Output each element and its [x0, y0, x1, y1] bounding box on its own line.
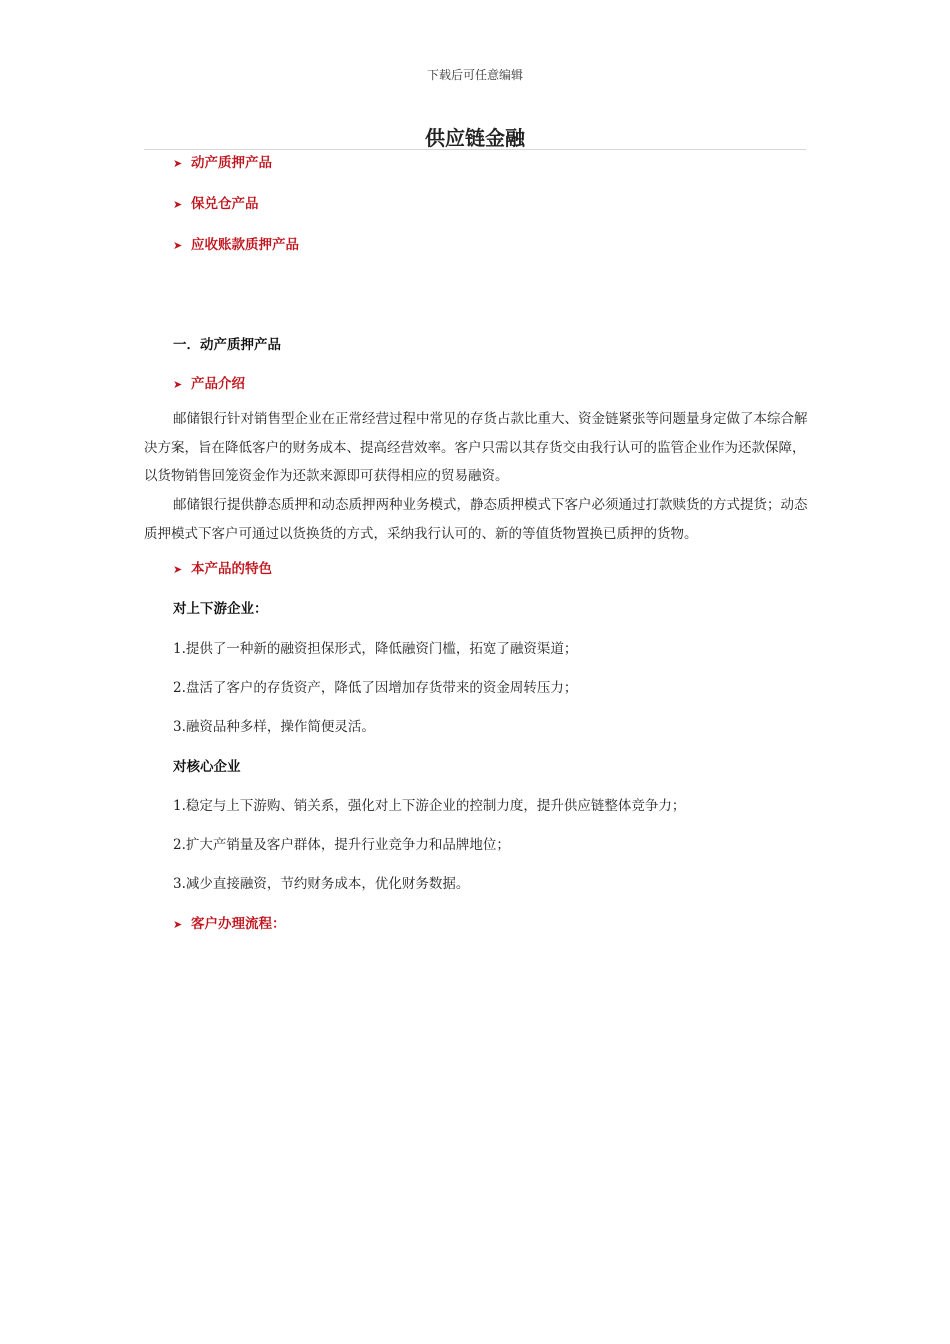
intro-paragraph-2: 邮储银行提供静态质押和动态质押两种业务模式，静态质押模式下客户必须通过打款赎货的方式提货；动态质押模式下客户可通过以货换货的方式，采纳我行认可的、新的等值货物置换已质押的货物。	[144, 497, 808, 542]
list-item: 1.提供了一种新的融资担保形式，降低融资门槛，拓宽了融资渠道；	[173, 641, 578, 657]
arrow-bullet-icon: ➤	[173, 239, 183, 252]
toc-item-label: 应收账款质押产品	[191, 237, 299, 253]
list-item: 2.扩大产销量及客户群体，提升行业竞争力和品牌地位；	[173, 837, 510, 853]
subsection-label: 本产品的特色	[191, 561, 272, 577]
title-divider	[144, 149, 806, 150]
toc-item-receivables-pledge[interactable]	[173, 236, 299, 255]
list-item: 3.减少直接融资，节约财务成本，优化财务数据。	[173, 876, 470, 892]
document-title: 供应链金融	[425, 126, 525, 150]
list-item: 2.盘活了客户的存货资产，降低了因增加存货带来的资金周转压力；	[173, 680, 578, 696]
arrow-bullet-icon: ➤	[173, 918, 183, 931]
subsection-process-heading	[173, 915, 286, 934]
core-heading: 对核心企业	[173, 759, 241, 775]
list-item: 1.稳定与上下游购、销关系，强化对上下游企业的控制力度，提升供应链整体竞争力；	[173, 798, 686, 814]
arrow-bullet-icon: ➤	[173, 198, 183, 211]
header-note: 下载后可任意编辑	[426, 68, 523, 82]
updown-heading: 对上下游企业：	[173, 601, 268, 617]
arrow-bullet-icon: ➤	[173, 157, 183, 170]
subsection-label: 产品介绍	[191, 376, 245, 392]
arrow-bullet-icon: ➤	[173, 563, 183, 576]
list-item: 3.融资品种多样，操作简便灵活。	[173, 719, 375, 735]
toc-item-movable-pledge[interactable]	[173, 154, 272, 173]
intro-paragraph-1: 邮储银行针对销售型企业在正常经营过程中常见的存货占款比重大、资金链紧张等问题量身定做了本综合解决方案，旨在降低客户的财务成本、提高经营效率。客户只需以其存货交由我行认可的监管企业作为还款保障，以货物销售回笼资金作为还款来源即可获得相应的贸易融资。	[144, 411, 808, 484]
toc-item-label: 保兑仓产品	[191, 196, 259, 212]
toc-item-label: 动产质押产品	[191, 155, 272, 171]
arrow-bullet-icon: ➤	[173, 378, 183, 391]
toc-item-confirmed-warehouse[interactable]	[173, 195, 259, 214]
section-heading: 一．动产质押产品	[173, 337, 281, 353]
subsection-features-heading	[173, 560, 272, 579]
subsection-label: 客户办理流程：	[191, 916, 286, 932]
subsection-intro-heading	[173, 375, 245, 394]
